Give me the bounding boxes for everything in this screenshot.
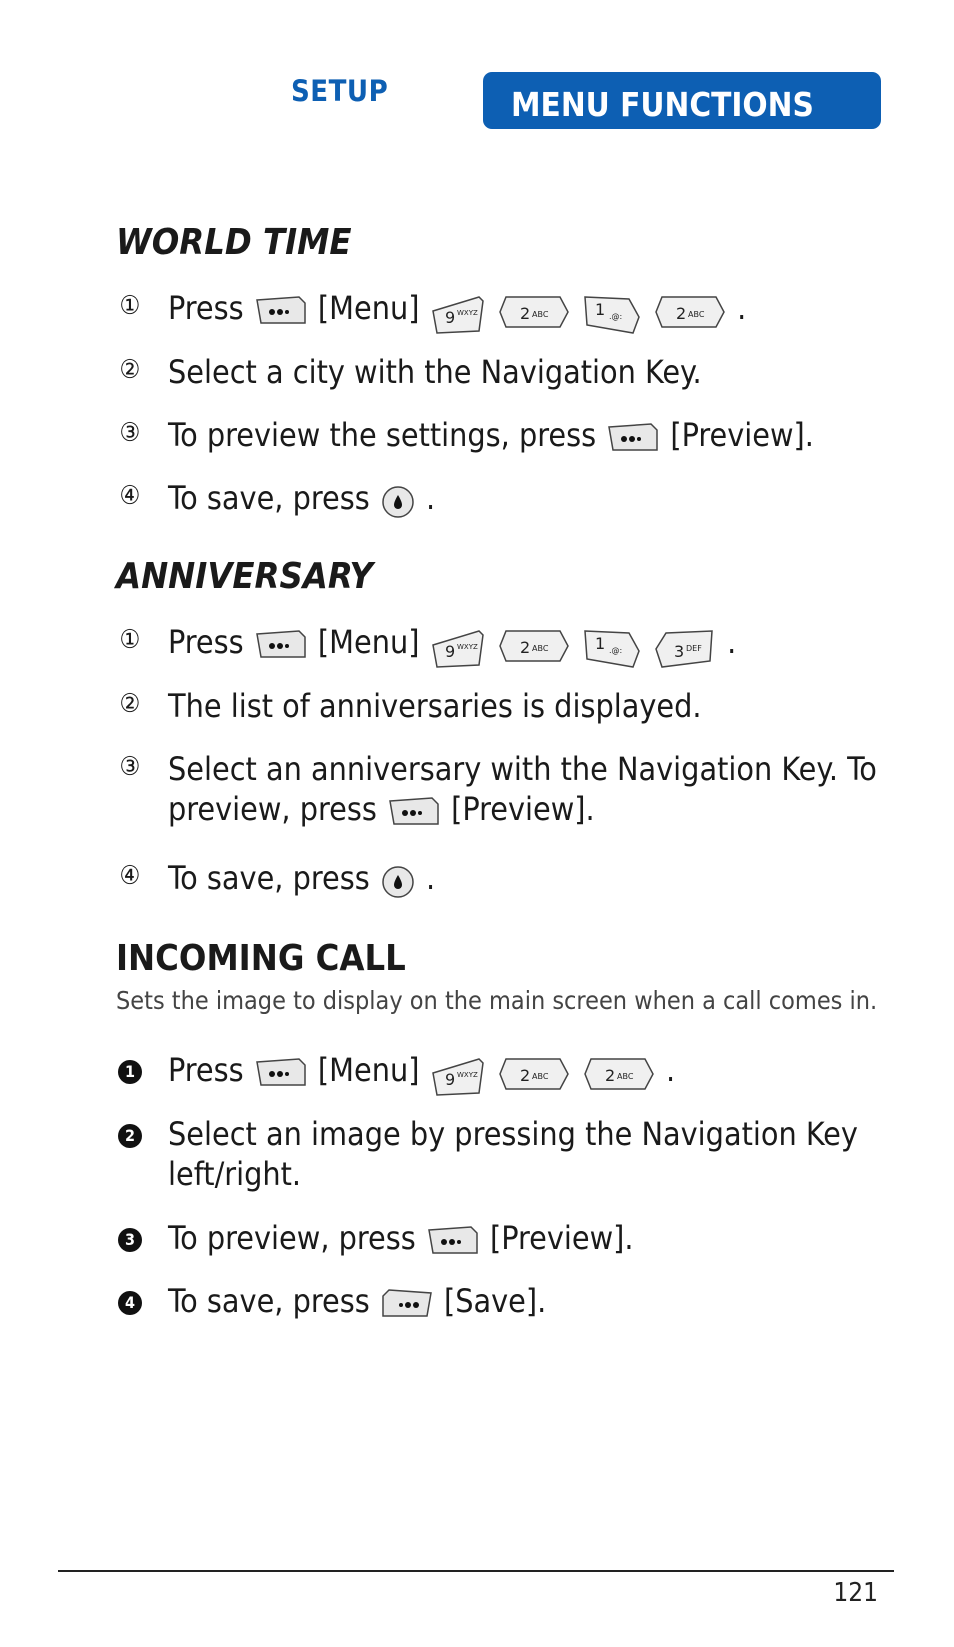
- key-9-icon: [431, 1057, 485, 1087]
- right-soft-key-icon: [381, 1288, 433, 1318]
- left-soft-key-icon: [255, 295, 307, 325]
- step-number: ③: [119, 752, 141, 782]
- key-2-icon: [654, 295, 726, 325]
- ok-key-icon: [381, 865, 415, 895]
- step-number: 2: [118, 1124, 142, 1148]
- key-digit: 2: [676, 304, 687, 323]
- step-number: ①: [119, 291, 141, 321]
- incoming-call-subtitle: Sets the image to display on the main screen when a call comes in.: [116, 986, 878, 1015]
- footer-divider: [58, 1570, 894, 1572]
- key-letters: ABC: [688, 310, 705, 319]
- key-digit: 9: [444, 308, 455, 327]
- step-text: Select an image by pressing the Navigation Key: [168, 1115, 858, 1153]
- step-text: To save, press: [168, 1282, 370, 1320]
- step-text: [Preview].: [490, 1219, 634, 1257]
- step-text: .: [737, 289, 747, 327]
- step-text: [Menu]: [317, 289, 420, 327]
- key-2-icon: [498, 1057, 570, 1087]
- key-1-icon: [583, 629, 641, 659]
- key-digit: 2: [519, 1066, 530, 1085]
- key-2-icon: [583, 1057, 655, 1087]
- key-2-icon: [498, 295, 570, 325]
- menu-functions-tab: [483, 72, 881, 129]
- step-number: ④: [119, 861, 141, 891]
- ok-key-icon: [381, 485, 415, 515]
- key-3-icon: [654, 629, 716, 659]
- page-number: 121: [833, 1578, 878, 1608]
- key-digit: 2: [519, 638, 530, 657]
- key-digit: 9: [444, 642, 455, 661]
- step-text: [Save].: [443, 1282, 547, 1320]
- key-letters: DEF: [686, 644, 702, 653]
- step-text: .: [425, 859, 436, 897]
- step-number: ④: [119, 481, 141, 511]
- key-letters: ABC: [531, 310, 549, 319]
- step-number: ③: [119, 418, 141, 448]
- key-letters: .@:: [608, 312, 623, 321]
- step-text: [Menu]: [317, 623, 420, 661]
- step-text: Press: [168, 289, 244, 327]
- anniversary-heading: ANNIVERSARY: [116, 556, 373, 597]
- step-text: Press: [168, 623, 244, 661]
- key-digit: 1: [594, 300, 606, 319]
- step-number: 4: [118, 1291, 142, 1315]
- step-text: To save, press: [168, 859, 370, 897]
- tab-label: MENU FUNCTIONS: [511, 85, 814, 124]
- step-number: 1: [118, 1060, 142, 1084]
- key-letters: .@:: [608, 646, 623, 655]
- key-letters: WXYZ: [456, 309, 478, 317]
- key-digit: 2: [604, 1066, 616, 1085]
- key-letters: ABC: [531, 644, 549, 653]
- key-1-icon: [583, 295, 641, 325]
- incoming-call-heading: INCOMING CALL: [116, 938, 406, 979]
- key-letters: WXYZ: [456, 1071, 478, 1079]
- key-letters: ABC: [616, 1072, 634, 1081]
- step-text: .: [727, 623, 737, 661]
- left-soft-key-icon: [427, 1225, 479, 1255]
- step-text: [Preview].: [670, 416, 814, 454]
- key-digit: 3: [674, 642, 685, 661]
- key-2-icon: [498, 629, 570, 659]
- step-number: ②: [119, 689, 141, 719]
- key-digit: 2: [519, 304, 530, 323]
- key-digit: 9: [444, 1070, 455, 1089]
- world-time-heading: WORLD TIME: [116, 222, 352, 263]
- key-letters: WXYZ: [456, 643, 478, 651]
- key-9-icon: [431, 629, 485, 659]
- step-text: [Menu]: [317, 1051, 420, 1089]
- step-text: preview, press: [168, 790, 377, 828]
- key-digit: 1: [594, 634, 606, 653]
- step-text: Select a city with the Navigation Key.: [168, 353, 702, 391]
- key-letters: ABC: [531, 1072, 549, 1081]
- left-soft-key-icon: [388, 796, 440, 826]
- left-soft-key-icon: [255, 629, 307, 659]
- step-text: [Preview].: [451, 790, 595, 828]
- step-number: ①: [119, 625, 141, 655]
- step-text: To save, press: [168, 479, 370, 517]
- step-text: To preview the settings, press: [168, 416, 597, 454]
- left-soft-key-icon: [607, 422, 659, 452]
- step-number: ②: [119, 355, 141, 385]
- section-label: SETUP: [291, 74, 389, 108]
- key-9-icon: [431, 295, 485, 325]
- left-soft-key-icon: [255, 1057, 307, 1087]
- step-text: The list of anniversaries is displayed.: [168, 687, 702, 725]
- step-text: Press: [168, 1051, 244, 1089]
- step-number: 3: [118, 1228, 142, 1252]
- step-text: To preview, press: [168, 1219, 416, 1257]
- step-text: Select an anniversary with the Navigation Key. To: [168, 750, 877, 788]
- step-text: .: [425, 479, 436, 517]
- step-text: .: [666, 1051, 676, 1089]
- step-text: left/right.: [168, 1155, 302, 1193]
